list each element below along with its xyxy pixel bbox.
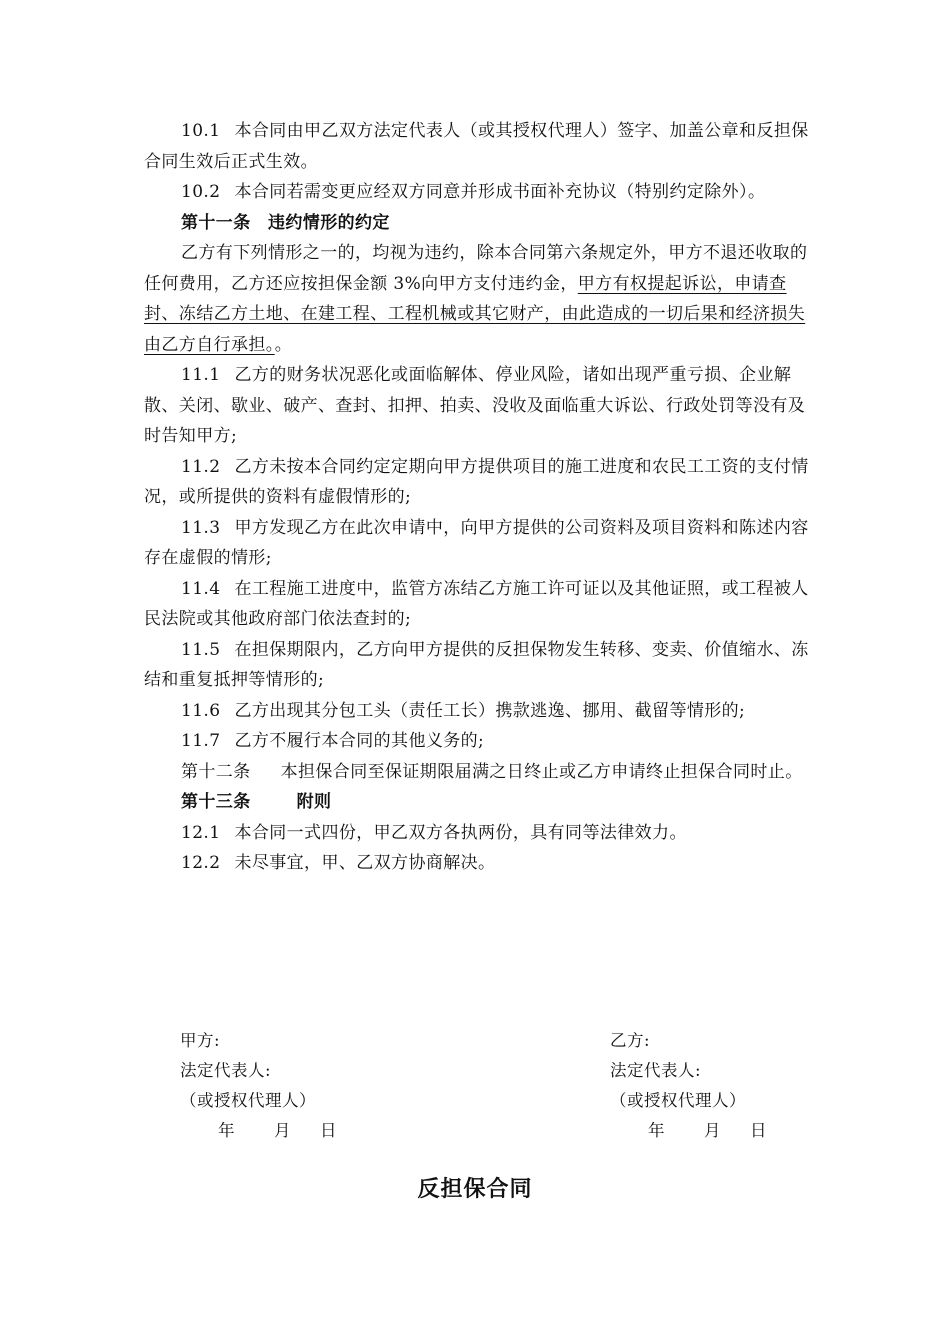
clause-number: 11.4	[181, 578, 221, 599]
clause-number: 10.2	[181, 182, 221, 202]
article-11-heading: 第十一条 违约情形的约定	[181, 212, 390, 233]
article-label: 第十三条	[181, 792, 251, 812]
next-document-title: 反担保合同	[417, 1177, 533, 1202]
signature-block-party-a	[180, 1026, 337, 1146]
authorized-agent-label: （或授权代理人）	[610, 1091, 746, 1110]
clause-text: 本合同一式四份，甲乙双方各执两份，具有同等法律效力。	[234, 822, 687, 843]
clause-number: 11.2	[181, 456, 221, 477]
clause-text: 未尽事宜，甲、乙双方协商解决。	[234, 853, 496, 873]
clause-number: 11.3	[181, 517, 221, 538]
clause-11-6	[144, 696, 810, 727]
article-label: 第十二条	[181, 761, 251, 782]
clause-number: 10.1	[181, 121, 221, 141]
party-b-label: 乙方:	[610, 1031, 651, 1050]
clause-text: 乙方不履行本合同的其他义务的;	[234, 731, 485, 751]
article-11-intro	[144, 238, 810, 360]
clause-12-2	[144, 848, 810, 879]
clause-12-1	[144, 818, 810, 849]
clause-11-7	[144, 726, 810, 757]
clause-text: 本合同若需变更应经双方同意并形成书面补充协议（特别约定除外）。	[234, 182, 766, 202]
legal-rep-label: 法定代表人:	[610, 1061, 702, 1080]
article-text: 本担保合同至保证期限届满之日终止或乙方申请终止担保合同时止。	[280, 761, 803, 782]
clause-number: 11.5	[181, 639, 221, 660]
month-label: 月	[704, 1121, 721, 1140]
clause-text: 本合同由甲乙双方法定代表人（或其授权代理人）签字、加盖公章和反担保合同生效后正式生效。	[144, 121, 809, 172]
year-label: 年	[648, 1121, 665, 1140]
clause-text: 乙方的财务状况恶化或面临解体、停业风险，诸如出现严重亏损、企业解散、关闭、歇业、破产、查封、扣押、拍卖、没收及面临重大诉讼、行政处罚等没有及时告知甲方;	[144, 365, 806, 446]
clause-number: 11.1	[181, 365, 221, 385]
clause-text: 在担保期限内，乙方向甲方提供的反担保物发生转移、变卖、价值缩水、冻结和重复抵押等情形的;	[144, 639, 809, 690]
article-13-heading	[144, 787, 810, 818]
article-12	[144, 757, 810, 788]
clause-11-2	[144, 452, 810, 513]
intro-end: 。	[274, 334, 293, 355]
clause-number: 12.2	[181, 853, 221, 873]
date-line	[180, 1116, 337, 1146]
clause-11-5	[144, 635, 810, 696]
day-label: 日	[320, 1121, 337, 1140]
month-label: 月	[274, 1121, 291, 1140]
clause-11-3	[144, 513, 810, 574]
clause-11-1	[144, 360, 810, 452]
clause-text: 甲方发现乙方在此次申请中，向甲方提供的公司资料及项目资料和陈述内容存在虚假的情形;	[144, 517, 809, 568]
clause-text: 乙方未按本合同约定定期向甲方提供项目的施工进度和农民工工资的支付情况，或所提供的资料有虚假情形的;	[144, 456, 809, 507]
article-title: 附则	[296, 792, 332, 812]
contract-body	[144, 116, 810, 879]
clause-number: 11.6	[181, 700, 221, 721]
clause-text: 乙方出现其分包工头（责任工长）携款逃逸、挪用、截留等情形的;	[234, 700, 746, 721]
clause-number: 12.1	[181, 822, 221, 843]
signature-block-party-b	[610, 1026, 767, 1146]
party-a-label: 甲方:	[180, 1031, 221, 1050]
clause-number: 11.7	[181, 731, 221, 751]
date-line	[610, 1116, 767, 1146]
intro-text: 乙方有下列情形之一的，均视为违约，除本合同第六条规定外，甲方不退还收取的任何费用，乙方还应按担保金额 3%向甲方支付违约金，	[144, 243, 808, 294]
clause-10-1	[144, 116, 810, 177]
clause-10-2	[144, 177, 810, 208]
underlined-remedy-text: 甲方有权提起诉讼，申请查封、冻结乙方土地、在建工程、工程机械或其它财产，由此造成的一切后果和经济损失由乙方自行承担。	[144, 273, 806, 355]
day-label: 日	[750, 1121, 767, 1140]
clause-text: 在工程施工进度中，监管方冻结乙方施工许可证以及其他证照，或工程被人民法院或其他政府部门依法查封的;	[144, 578, 809, 629]
authorized-agent-label: （或授权代理人）	[180, 1091, 316, 1110]
legal-rep-label: 法定代表人:	[180, 1061, 272, 1080]
clause-11-4	[144, 574, 810, 635]
year-label: 年	[218, 1121, 235, 1140]
